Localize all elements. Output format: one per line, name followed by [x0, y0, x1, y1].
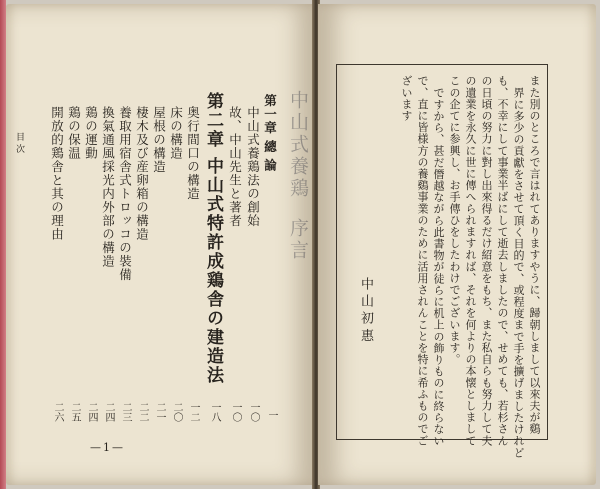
author-signature: 中 山 初 惠: [358, 277, 373, 342]
toc-entry-page: 一〇: [248, 402, 259, 422]
preface-frame: [336, 64, 548, 459]
ghost-heading: 中山式養鶏: [287, 90, 309, 200]
toc-entry: 中山式養鶏法の創始: [245, 106, 261, 228]
toc-entry-page: 二四: [103, 402, 114, 422]
preface-line: の遺業を永久に世に傳へられますれば、それを何よりの本懐としまして: [464, 75, 477, 447]
left-page-contents: [6, 4, 316, 485]
ghost-title: 序言: [287, 218, 309, 262]
chapter-1-page: 一: [266, 410, 277, 420]
toc-entry-page: 一〇: [230, 402, 241, 422]
chapter-2-heading: 第二章 中山式特許成鶏舎の建造法: [203, 92, 223, 385]
toc-entry: 屋根の構造: [151, 106, 167, 174]
toc-entry-page: 二五: [69, 402, 80, 422]
toc-entry: 奥行間口の構造: [185, 106, 201, 201]
toc-entry: 養取用宿舎式トロッコの裝備: [117, 106, 133, 282]
toc-entry-page: 二一: [154, 402, 165, 422]
contents-label: 目 次: [14, 132, 24, 153]
toc-entry: 棲木及び産卵箱の構造: [134, 106, 150, 241]
toc-entry: 故、中山先生と著者: [227, 106, 243, 228]
toc-entry: 床の構造: [168, 106, 184, 160]
preface-line: この企てに参興し、お手傳ひをしたわけでございます。: [448, 75, 461, 365]
toc-entry: 開放的鶏舎と其の理由: [49, 106, 65, 241]
toc-entry-page: 二三: [120, 402, 131, 422]
toc-entry: 鶏の保温: [66, 106, 82, 160]
chapter-2-page: 一八: [209, 402, 220, 422]
preface-line: で、直に皆様方の養鷄事業のために活用されんことを特に希ふものでご: [416, 75, 429, 447]
preface-line: ですから、甚だ僭越ながら此書物が徒らに机上の飾りものに終らない: [432, 87, 445, 447]
preface-line: も、不幸にして事業半ばにして逝去しましたので、せめても、若杉さん: [496, 75, 509, 447]
toc-entry-page: 二二: [137, 402, 148, 422]
toc-entry-page: 一二: [188, 402, 199, 422]
toc-entry: 換氣通風採光内外部の構造: [100, 106, 116, 268]
preface-line: また別のところで言はれてありますやうに、歸朝しまして以來夫が鷄: [528, 75, 541, 435]
chapter-1-heading: 第一章 總 論: [262, 94, 278, 173]
toc-entry-page: 二四: [86, 402, 97, 422]
toc-entry-page: 二六: [52, 402, 63, 422]
preface-line: 界に多少の貢獻をさせて頂く目的で、或程度まで手を擴げましたけれど: [512, 87, 525, 459]
preface-line: ざいます: [400, 75, 413, 122]
page-number: —1—: [90, 441, 125, 454]
preface-line: の日頃の努力に對し出來得るだけ紹意をもち、また私自らも努力して夫: [480, 75, 493, 447]
toc-entry: 鶏の運動: [83, 106, 99, 160]
toc-entry-page: 二〇: [171, 402, 182, 422]
